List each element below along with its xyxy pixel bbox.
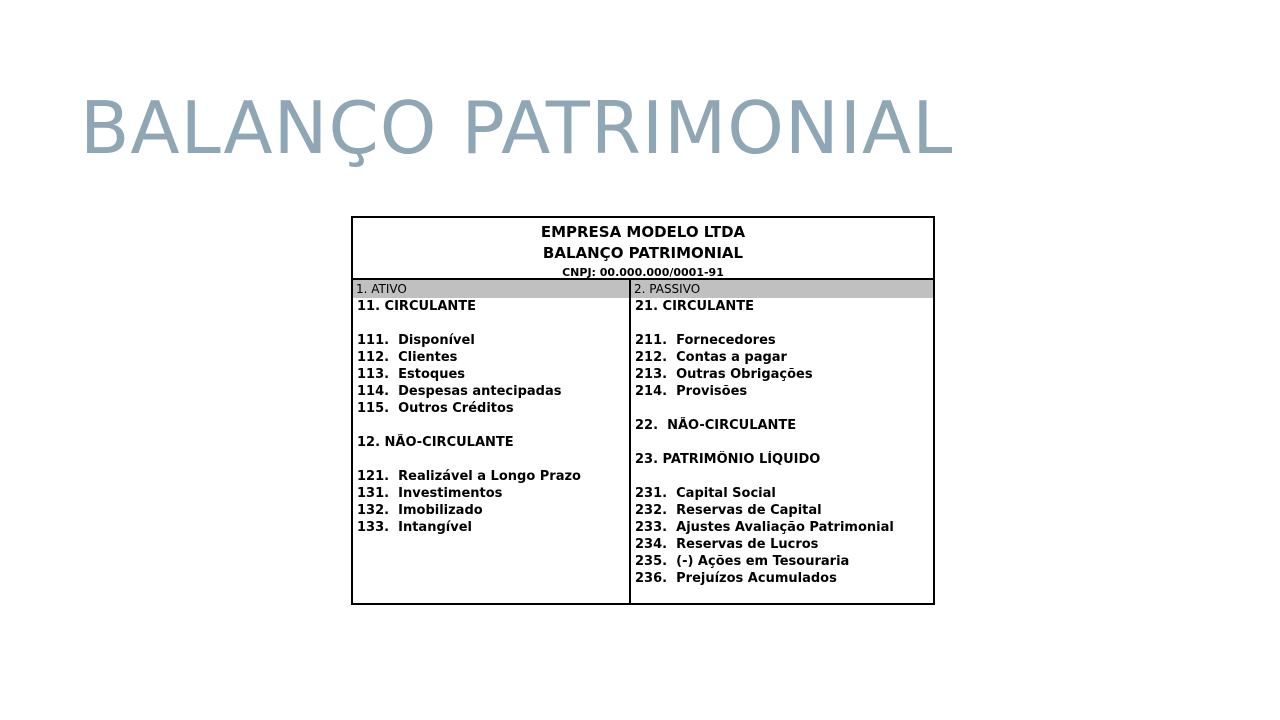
balance-sheet-table xyxy=(351,216,935,605)
sheet-title: BALANÇO PATRIMONIAL xyxy=(542,244,744,262)
spacer-line xyxy=(353,315,629,332)
account-line: 22. NÃO-CIRCULANTE xyxy=(635,418,797,433)
account-line: 114. Despesas antecipadas xyxy=(357,384,562,399)
spacer-line xyxy=(631,315,933,332)
account-line: 131. Investimentos xyxy=(357,486,503,501)
account-line: 121. Realizável a Longo Prazo xyxy=(357,469,581,484)
spacer-line xyxy=(631,468,933,485)
account-line: 232. Reservas de Capital xyxy=(635,503,822,518)
company-name: EMPRESA MODELO LTDA xyxy=(540,223,746,241)
account-line: 23. PATRIMÔNIO LÍQUIDO xyxy=(635,452,821,467)
account-line: 113. Estoques xyxy=(357,367,466,382)
spacer-line xyxy=(353,451,629,468)
account-line: 212. Contas a pagar xyxy=(635,350,787,365)
passivo-column xyxy=(631,280,933,603)
account-line: 235. (-) Ações em Tesouraria xyxy=(635,554,850,569)
account-line: 236. Prejuízos Acumulados xyxy=(635,571,837,586)
ativo-column xyxy=(353,280,631,603)
account-line: 211. Fornecedores xyxy=(635,333,776,348)
ativo-lines xyxy=(353,298,629,536)
account-line: 213. Outras Obrigações xyxy=(635,367,813,382)
sheet-body xyxy=(353,280,933,603)
account-line: 233. Ajustes Avaliação Patrimonial xyxy=(635,520,894,535)
account-line: 12. NÃO-CIRCULANTE xyxy=(357,435,514,450)
account-line: 132. Imobilizado xyxy=(357,503,483,518)
sheet-header xyxy=(353,218,933,280)
cnpj-label: CNPJ: 00.000.000/0001-91 xyxy=(562,266,724,279)
account-line: 214. Provisões xyxy=(635,384,748,399)
ativo-header: 1. ATIVO xyxy=(353,280,629,298)
account-line: 111. Disponível xyxy=(357,333,475,348)
spacer-line xyxy=(631,434,933,451)
passivo-header: 2. PASSIVO xyxy=(631,280,933,298)
passivo-lines xyxy=(631,298,933,587)
account-line: 21. CIRCULANTE xyxy=(635,299,755,314)
account-line: 11. CIRCULANTE xyxy=(357,299,477,314)
spacer-line xyxy=(631,400,933,417)
spacer-line xyxy=(353,417,629,434)
account-line: 115. Outros Créditos xyxy=(357,401,514,416)
slide-title: BALANÇO PATRIMONIAL xyxy=(80,86,954,170)
account-line: 133. Intangível xyxy=(357,520,472,535)
account-line: 234. Reservas de Lucros xyxy=(635,537,819,552)
account-line: 112. Clientes xyxy=(357,350,458,365)
account-line: 231. Capital Social xyxy=(635,486,776,501)
